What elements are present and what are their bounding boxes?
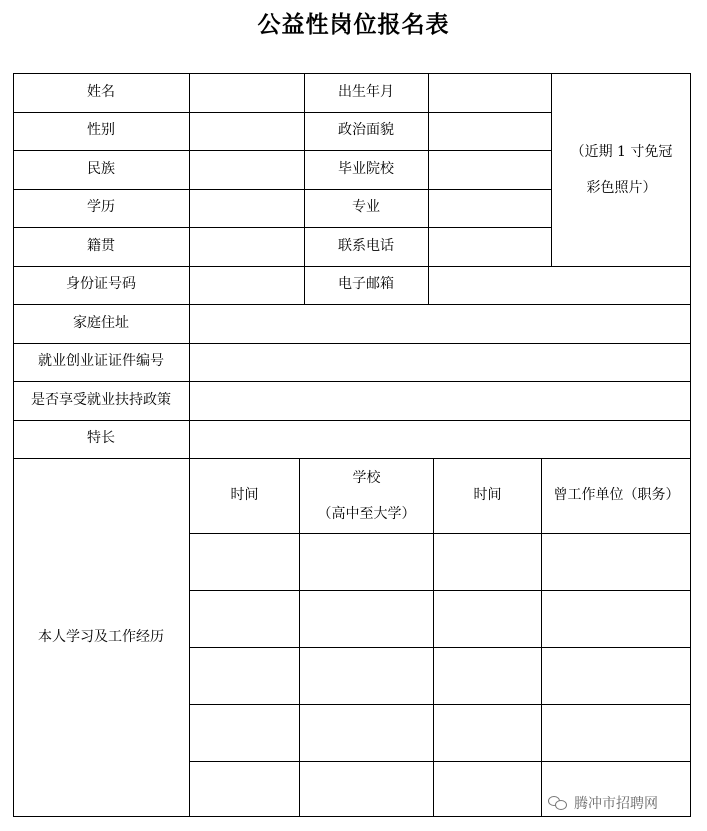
label-politics: 政治面貌: [338, 122, 394, 139]
history-cell[interactable]: [300, 648, 433, 704]
label-education: 学历: [87, 199, 115, 216]
phone-field[interactable]: [429, 228, 551, 266]
history-header-time-2: 时间: [473, 487, 502, 504]
label-support-policy: 是否享受就业扶持政策: [31, 391, 171, 408]
ethnicity-field[interactable]: [190, 151, 304, 189]
history-cell[interactable]: [542, 648, 691, 704]
label-phone: 联系电话: [338, 237, 394, 254]
photo-hint-line2: 彩色照片）: [586, 180, 657, 196]
specialty-field[interactable]: [190, 421, 691, 458]
native-place-field[interactable]: [190, 228, 304, 266]
history-header-work-unit: 曾工作单位（职务）: [553, 487, 680, 504]
name-field[interactable]: [190, 74, 304, 112]
history-cell[interactable]: [190, 591, 299, 647]
watermark-text: 腾冲市招聘网: [574, 796, 658, 812]
history-cell[interactable]: [542, 705, 691, 761]
history-cell[interactable]: [300, 591, 433, 647]
history-header-school-line1: 学校: [352, 470, 381, 486]
label-id-number: 身份证号码: [66, 276, 136, 293]
history-header-school: [300, 459, 433, 533]
email-field[interactable]: [429, 267, 691, 304]
history-cell[interactable]: [434, 705, 541, 761]
education-field[interactable]: [190, 190, 304, 227]
photo-box[interactable]: [552, 74, 691, 266]
label-graduated-from: 毕业院校: [338, 160, 394, 177]
major-field[interactable]: [429, 190, 551, 227]
history-cell[interactable]: [300, 534, 433, 590]
label-major: 专业: [352, 199, 380, 216]
photo-hint-line1: （近期 1 寸免冠: [570, 144, 673, 160]
history-cell[interactable]: [190, 648, 299, 704]
label-native-place: 籍贯: [87, 237, 115, 254]
history-cell[interactable]: [300, 762, 433, 817]
address-field[interactable]: [190, 305, 691, 343]
gender-field[interactable]: [190, 113, 304, 150]
form-title: 公益性岗位报名表: [257, 12, 450, 38]
label-birth: 出生年月: [338, 83, 394, 100]
label-specialty: 特长: [87, 430, 115, 447]
history-cell[interactable]: [434, 648, 541, 704]
support-policy-field[interactable]: [190, 382, 691, 420]
label-employment-cert: 就业创业证证件编号: [38, 353, 164, 370]
history-cell[interactable]: [542, 591, 691, 647]
history-cell[interactable]: [190, 762, 299, 817]
history-cell[interactable]: [434, 591, 541, 647]
graduated-from-field[interactable]: [429, 151, 551, 189]
history-cell[interactable]: [190, 534, 299, 590]
history-header-time: 时间: [230, 487, 259, 504]
id-number-field[interactable]: [190, 267, 304, 304]
birth-field[interactable]: [429, 74, 551, 112]
label-email: 电子邮箱: [338, 276, 394, 293]
label-address: 家庭住址: [73, 314, 129, 331]
history-cell[interactable]: [300, 705, 433, 761]
history-cell[interactable]: [190, 705, 299, 761]
employment-cert-field[interactable]: [190, 344, 691, 381]
label-history: 本人学习及工作经历: [38, 628, 164, 645]
history-cell[interactable]: [542, 534, 691, 590]
history-cell[interactable]: [434, 762, 541, 817]
watermark: [548, 793, 698, 813]
history-header-school-line2: （高中至大学）: [317, 506, 416, 522]
history-cell[interactable]: [434, 534, 541, 590]
wechat-icon: [548, 795, 568, 811]
label-gender: 性别: [87, 122, 115, 139]
politics-field[interactable]: [429, 113, 551, 150]
label-ethnicity: 民族: [87, 160, 115, 177]
label-name: 姓名: [87, 83, 115, 100]
